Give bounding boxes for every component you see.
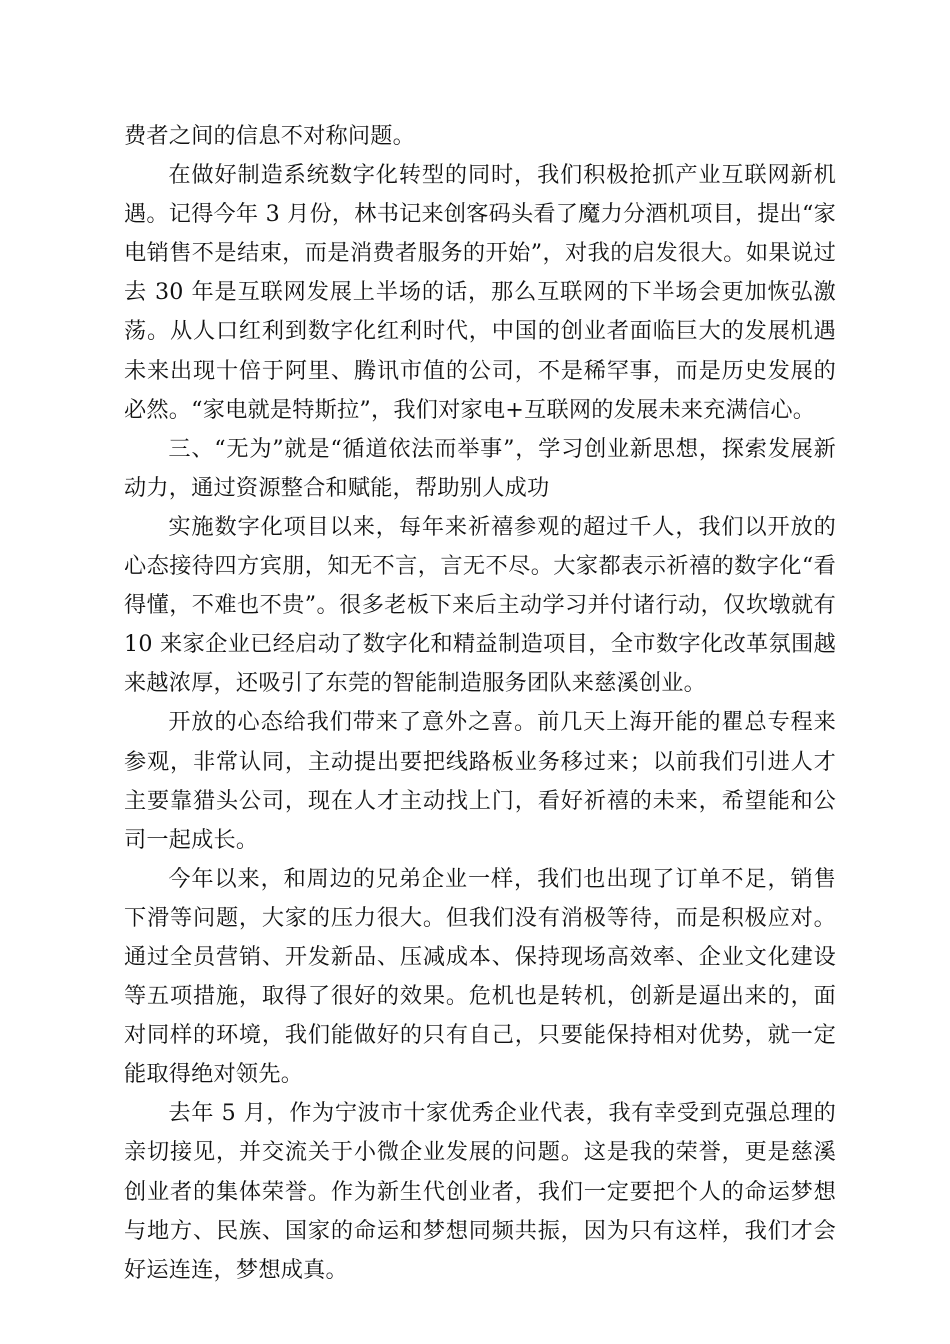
section-heading-3: 三、“无为”就是“循道依法而举事”，学习创业新思想，探索发展新动力，通过资源整合和赋能，帮助别人成功: [124, 435, 836, 501]
paragraph-1: 费者之间的信息不对称问题。: [124, 123, 416, 149]
paragraph-6: 今年以来，和周边的兄弟企业一样，我们也出现了订单不足，销售下滑等问题，大家的压力很大。但我们没有消极等待，而是积极应对。通过全员营销、开发新品、压减成本、保持现场高效率、企业文化建设等五项措施，取得了很好的效果。危机也是转机，创新是逼出来的，面对同样的环境，我们能做好的只有自己，只要能保持相对优势，就一定能取得绝对领先。: [124, 865, 836, 1088]
paragraph-4: 实施数字化项目以来，每年来祈禧参观的超过千人，我们以开放的心态接待四方宾朋，知无不言，言无不尽。大家都表示祈禧的数字化“看得懂，不难也不贵”。很多老板下来后主动学习并付诸行动，仅坎墩就有 10 来家企业已经启动了数字化和精益制造项目，全市数字化改革氛围越来越浓厚，还吸引了东莞的智能制造服务团队来慈溪创业。: [124, 513, 836, 697]
paragraph-7: 去年 5 月，作为宁波市十家优秀企业代表，我有幸受到克强总理的亲切接见，并交流关于小微企业发展的问题。这是我的荣誉，更是慈溪创业者的集体荣誉。作为新生代创业者，我们一定要把个人的命运梦想与地方、民族、国家的命运和梦想同频共振，因为只有这样，我们才会好运连连，梦想成真。: [124, 1100, 836, 1283]
document-body: [124, 117, 836, 1290]
paragraph-2: 在做好制造系统数字化转型的同时，我们积极抢抓产业互联网新机遇。记得今年 3 月份，林书记来创客码头看了魔力分酒机项目，提出“家电销售不是结束，而是消费者服务的开始”，对我的启发很大。如果说过去 30 年是互联网发展上半场的话，那么互联网的下半场会更加恢弘激荡。从人口红利到数字化红利时代，中国的创业者面临巨大的发展机遇未来出现十倍于阿里、腾讯市值的公司，不是稀罕事，而是历史发展的必然。“家电就是特斯拉”，我们对家电+互联网的发展未来充满信心。: [124, 162, 836, 423]
paragraph-5: 开放的心态给我们带来了意外之喜。前几天上海开能的瞿总专程来参观，非常认同，主动提出要把线路板业务移过来；以前我们引进人才主要靠猎头公司，现在人才主动找上门，看好祈禧的未来，希望能和公司一起成长。: [124, 709, 836, 853]
